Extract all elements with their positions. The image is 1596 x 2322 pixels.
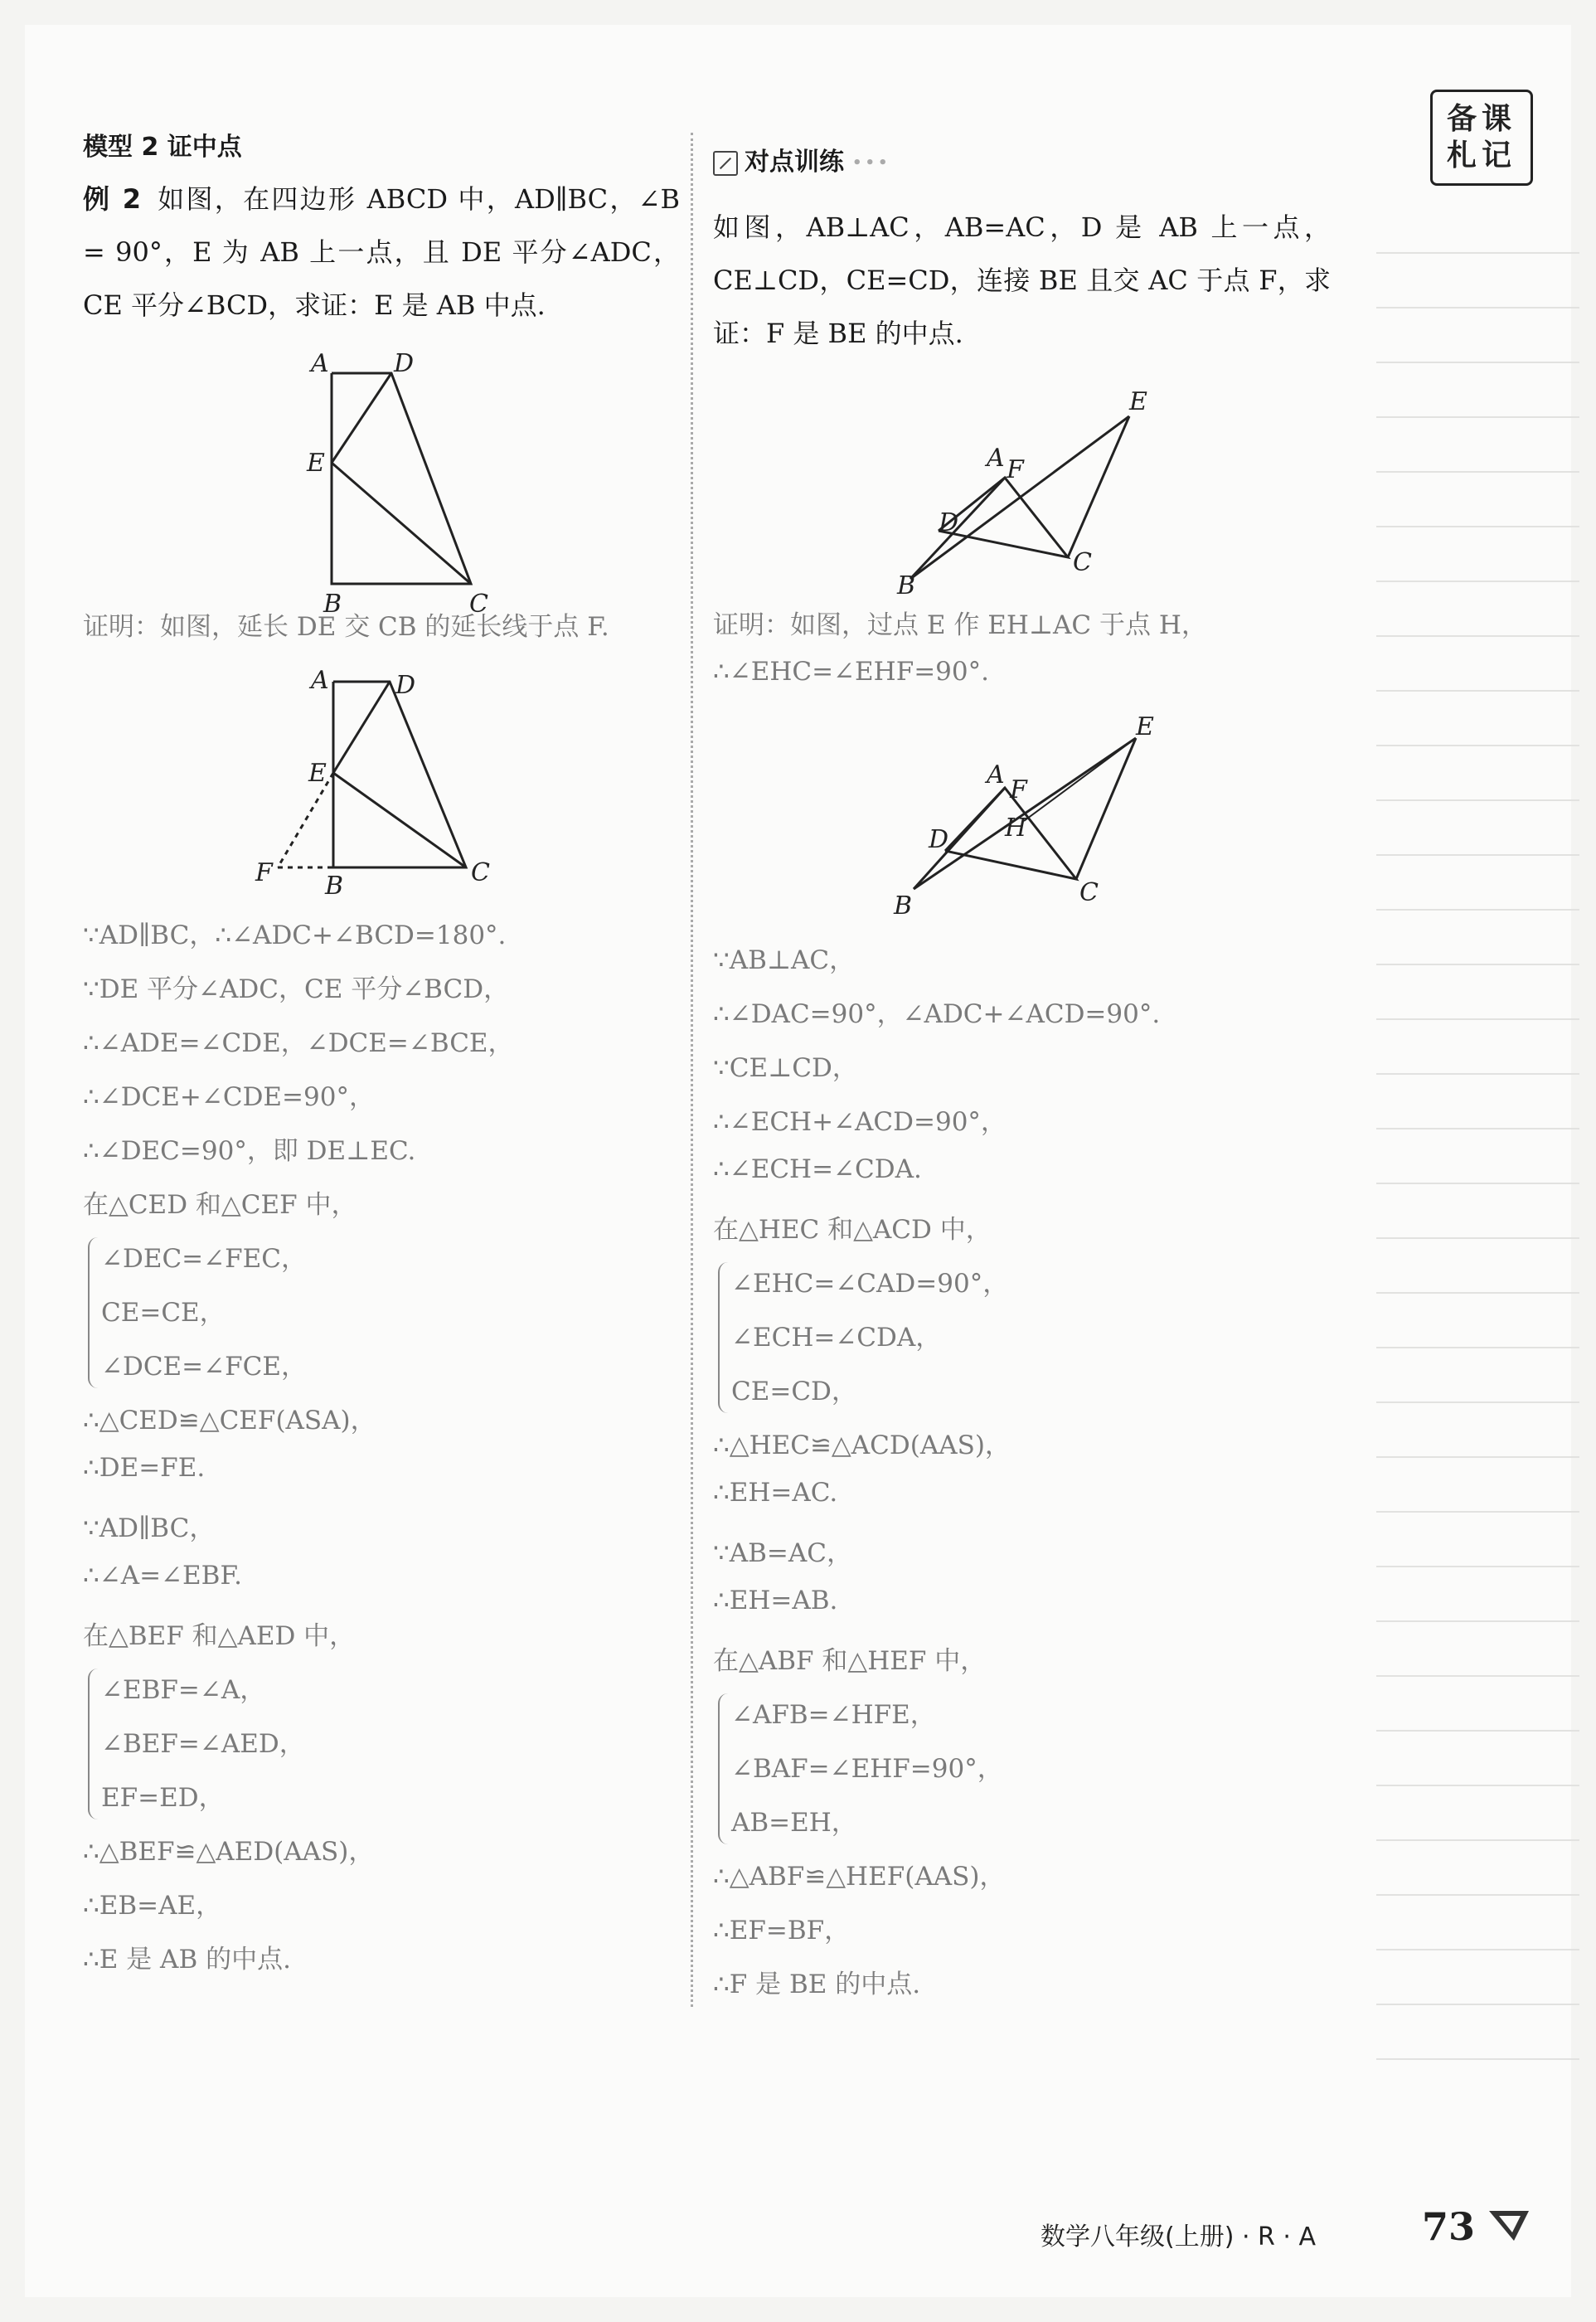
rfig1-label-b: B bbox=[897, 571, 916, 600]
proof-line: EF=ED， bbox=[101, 1783, 225, 1813]
figure-triangles-abc-cde bbox=[862, 365, 1177, 600]
proof-line: ∠BEF=∠AED， bbox=[101, 1729, 305, 1759]
training-proof-line: ∴EF=BF， bbox=[713, 1916, 851, 1946]
notes-stamp bbox=[1430, 90, 1533, 186]
rfig2-label-h: H bbox=[1005, 814, 1027, 843]
stamp-line-2: 札记 bbox=[1446, 138, 1516, 172]
corner-arrow-icon bbox=[1484, 2204, 1534, 2246]
fig2-label-b: B bbox=[325, 872, 344, 901]
training-proof-line: ∠ECH=∠CDA， bbox=[731, 1323, 942, 1353]
example-text: 如图，在四边形 ABCD 中，AD∥BC，∠B = 90°，E 为 AB 上一点，且 DE 平分∠ADC，CE 平分∠BCD，求证：E 是 AB 中点. bbox=[83, 183, 680, 321]
proof-line: ∴△CED≌△CEF(ASA)， bbox=[83, 1406, 376, 1435]
training-proof-line: ∴△ABF≌△HEF(AAS)， bbox=[713, 1862, 1006, 1892]
training-heading bbox=[713, 141, 891, 177]
fig1-label-a: A bbox=[311, 349, 329, 378]
rfig2-label-a: A bbox=[987, 760, 1005, 789]
model-heading: 模型 2 证中点 bbox=[83, 133, 242, 162]
example-label: 例 2 bbox=[83, 183, 141, 215]
training-proof-line: ∴∠DAC=90°，∠ADC+∠ACD=90°. bbox=[713, 999, 1161, 1029]
training-heading-text: 对点训练 bbox=[745, 148, 844, 177]
fig2-label-d: D bbox=[395, 671, 416, 700]
rfig2-label-b: B bbox=[894, 891, 913, 921]
proof-line: 在△CED 和△CEF 中， bbox=[83, 1190, 357, 1220]
rfig2-label-f: F bbox=[1010, 775, 1027, 804]
proof-line: ∵AD∥BC， bbox=[83, 1513, 216, 1543]
training-proof-line: ∵AB⊥AC， bbox=[713, 945, 856, 975]
training-proof-intro-2: ∴∠EHC=∠EHF=90°. bbox=[713, 657, 989, 687]
proof-line: ∴DE=FE. bbox=[83, 1453, 206, 1483]
proof-line: ∴∠DEC=90°，即 DE⊥EC. bbox=[83, 1136, 416, 1166]
figure-quadrilateral-abcd bbox=[274, 338, 522, 619]
training-proof-line: 在△ABF 和△HEF 中， bbox=[713, 1646, 987, 1676]
system-brace bbox=[718, 1262, 728, 1413]
training-proof-line: ∴∠ECH=∠CDA. bbox=[713, 1154, 922, 1184]
proof-line: ∠EBF=∠A， bbox=[101, 1675, 266, 1705]
page bbox=[25, 25, 1571, 2297]
fig1-label-e: E bbox=[307, 449, 325, 478]
proof-line: ∴∠DCE+∠CDE=90°， bbox=[83, 1082, 375, 1112]
system-brace bbox=[88, 1669, 98, 1819]
proof-line: ∴EB=AE， bbox=[83, 1891, 222, 1921]
system-brace bbox=[88, 1237, 98, 1388]
training-proof-line: ∴∠ECH+∠ACD=90°， bbox=[713, 1107, 1007, 1137]
rfig2-label-e: E bbox=[1136, 712, 1154, 741]
figure-extended-df bbox=[240, 663, 539, 904]
training-proof-line: 在△HEC 和△ACD 中， bbox=[713, 1215, 992, 1245]
figure-with-point-h bbox=[862, 705, 1177, 937]
proof-line: ∠DCE=∠FCE， bbox=[101, 1352, 307, 1382]
proof-line: ∵AD∥BC，∴∠ADC+∠BCD=180°. bbox=[83, 921, 507, 950]
rfig1-label-c: C bbox=[1073, 548, 1092, 577]
proof-line: ∴E 是 AB 的中点. bbox=[83, 1945, 291, 1975]
fig2-label-e: E bbox=[308, 759, 327, 788]
rfig1-label-d: D bbox=[939, 508, 959, 537]
proof-line: ∴∠A=∠EBF. bbox=[83, 1561, 242, 1591]
example-problem bbox=[83, 172, 680, 332]
training-proof-line: AB=EH， bbox=[731, 1808, 857, 1838]
rfig1-label-f: F bbox=[1007, 455, 1024, 484]
training-proof-line: ∴EH=AB. bbox=[713, 1586, 838, 1615]
training-proof-line: ∵CE⊥CD， bbox=[713, 1053, 858, 1083]
footer-book-title: 数学八年级(上册) · R · A bbox=[1041, 2222, 1316, 2252]
proof-line: ∴△BEF≌△AED(AAS)， bbox=[83, 1837, 375, 1867]
fig1-label-c: C bbox=[469, 590, 488, 619]
training-proof-intro: 证明：如图，过点 E 作 EH⊥AC 于点 H， bbox=[713, 610, 1207, 640]
proof-line: CE=CE， bbox=[101, 1298, 226, 1328]
training-proof-line: ∴△HEC≌△ACD(AAS)， bbox=[713, 1431, 1011, 1460]
rfig1-label-a: A bbox=[987, 444, 1005, 473]
dots-decoration: ••• bbox=[852, 154, 891, 172]
fig2-label-f: F bbox=[255, 858, 273, 887]
system-brace bbox=[718, 1693, 728, 1844]
training-proof-line: ∠EHC=∠CAD=90°， bbox=[731, 1269, 1009, 1299]
fig1-label-d: D bbox=[394, 349, 415, 378]
page-number: 73 bbox=[1422, 2204, 1476, 2249]
fig2-label-c: C bbox=[471, 858, 490, 887]
training-proof-line: ∴F 是 BE 的中点. bbox=[713, 1970, 921, 1999]
training-problem: 如图，AB⊥AC，AB=AC，D 是 AB 上一点，CE⊥CD，CE=CD，连接 BE 且交 AC 于点 F，求证：F 是 BE 的中点. bbox=[713, 211, 1331, 349]
proof-line: ∵DE 平分∠ADC，CE 平分∠BCD， bbox=[83, 974, 510, 1004]
proof-line: 在△BEF 和△AED 中， bbox=[83, 1621, 356, 1651]
stamp-line-1: 备课 bbox=[1446, 102, 1516, 136]
training-proof-line: ∠BAF=∠EHF=90°， bbox=[731, 1754, 1003, 1784]
training-proof-line: ∴EH=AC. bbox=[713, 1478, 838, 1508]
training-proof-line: ∵AB=AC， bbox=[713, 1538, 852, 1568]
note-lines bbox=[1376, 199, 1579, 2065]
rfig2-label-c: C bbox=[1079, 878, 1099, 907]
proof-line: ∴∠ADE=∠CDE，∠DCE=∠BCE， bbox=[83, 1028, 514, 1058]
rfig2-label-d: D bbox=[929, 825, 949, 854]
fig2-label-a: A bbox=[311, 666, 329, 695]
training-proof-line: CE=CD， bbox=[731, 1377, 857, 1406]
training-proof-line: ∠AFB=∠HFE， bbox=[731, 1700, 936, 1730]
column-divider bbox=[691, 133, 693, 2007]
proof-intro: 证明：如图，延长 DE 交 CB 的延长线于点 F. bbox=[83, 612, 609, 642]
pencil-box-icon bbox=[713, 151, 738, 176]
rfig1-label-e: E bbox=[1129, 387, 1147, 416]
fig1-label-b: B bbox=[323, 590, 342, 619]
proof-line: ∠DEC=∠FEC， bbox=[101, 1244, 307, 1274]
